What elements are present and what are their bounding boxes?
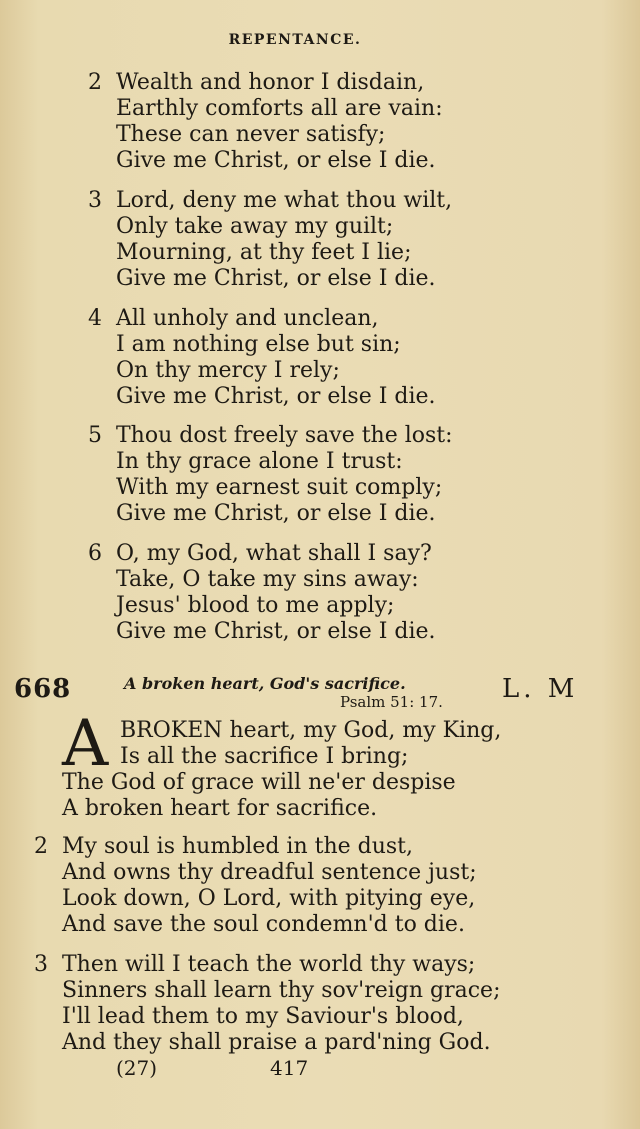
verse-line: I am nothing else but sin; [116, 332, 401, 357]
verse-line: On thy mercy I rely; [116, 358, 340, 383]
verse-line: All unholy and unclean, [116, 306, 379, 331]
verse-line: And owns thy dreadful sentence just; [62, 860, 477, 885]
verse-line: In thy grace alone I trust: [116, 449, 403, 474]
stanza [34, 834, 477, 938]
stanza [88, 541, 436, 645]
verse-line: Give me Christ, or else I die. [116, 619, 436, 644]
verse-line: Sinners shall learn thy sov'reign grace; [62, 978, 501, 1003]
stanza-number: 3 [88, 188, 102, 213]
drop-cap: A [62, 707, 109, 781]
verse-line: Take, O take my sins away: [116, 567, 419, 592]
stanza-number: 4 [88, 306, 102, 331]
stanza-number: 5 [88, 423, 102, 448]
page-number: 417 [270, 1056, 309, 1080]
verse-line: Is all the sacrifice I bring; [120, 744, 409, 769]
stanza-number: 6 [88, 541, 102, 566]
hymn-title: A broken heart, God's sacrifice. [124, 674, 406, 693]
verse-line: Mourning, at thy feet I lie; [116, 240, 412, 265]
verse-line: Give me Christ, or else I die. [116, 384, 436, 409]
verse-line: Jesus' blood to me apply; [116, 593, 395, 618]
stanza [88, 188, 453, 292]
verse-line: I'll lead them to my Saviour's blood, [62, 1004, 464, 1029]
verse-line: Give me Christ, or else I die. [116, 501, 436, 526]
stanza [88, 423, 453, 527]
verse-line: Give me Christ, or else I die. [116, 266, 436, 291]
verse-line: Wealth and honor I disdain, [116, 70, 425, 95]
verse-line: And save the soul condemn'd to die. [62, 912, 465, 937]
verse-line: Give me Christ, or else I die. [116, 148, 436, 173]
running-head: REPENTANCE. [228, 32, 362, 48]
stanza [88, 70, 443, 174]
stanza [34, 952, 501, 1056]
verse-line: These can never satisfy; [116, 122, 386, 147]
verse-line: Thou dost freely save the lost: [116, 423, 453, 448]
hymn-meter: L. M [502, 674, 579, 704]
verse-line: BROKEN heart, my God, my King, [120, 718, 502, 743]
stanza-number: 2 [88, 70, 102, 95]
hymn-number: 668 [14, 674, 72, 704]
verse-line: And they shall praise a pard'ning God. [62, 1030, 491, 1055]
verse-line: Earthly comforts all are vain: [116, 96, 443, 121]
stanza [88, 306, 436, 410]
verse-line: Lord, deny me what thou wilt, [116, 188, 453, 213]
verse-line: A broken heart for sacrifice. [62, 796, 378, 821]
verse-line: The God of grace will ne'er despise [62, 770, 456, 795]
verse-line: O, my God, what shall I say? [116, 541, 432, 566]
signature-mark: (27) [116, 1056, 158, 1080]
stanza-number: 3 [34, 952, 48, 977]
verse-line: My soul is humbled in the dust, [62, 834, 414, 859]
stanza-number: 2 [34, 834, 48, 859]
first-stanza [62, 718, 501, 822]
verse-line: Only take away my guilt; [116, 214, 394, 239]
verse-line: With my earnest suit comply; [116, 475, 443, 500]
verse-line: Look down, O Lord, with pitying eye, [62, 886, 476, 911]
scripture-reference: Psalm 51: 17. [340, 693, 443, 711]
verse-line: Then will I teach the world thy ways; [62, 952, 476, 977]
